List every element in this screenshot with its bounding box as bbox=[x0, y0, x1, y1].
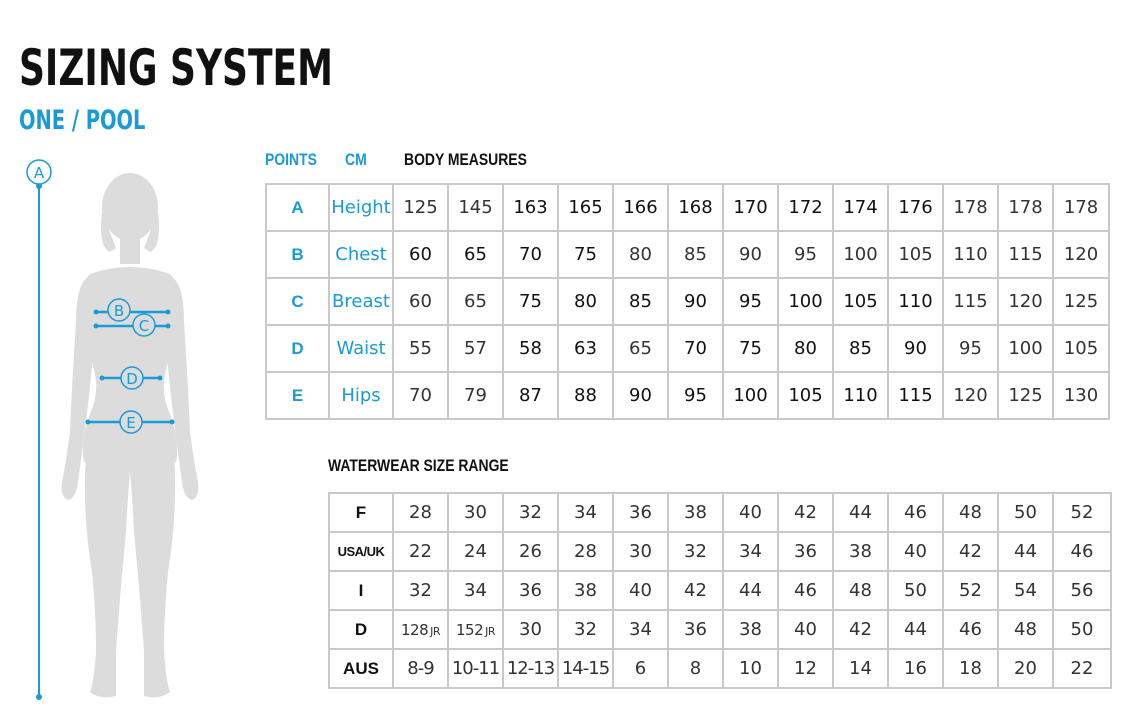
size-value-cell: 30 bbox=[503, 610, 558, 649]
size-system-label-cell: AUS bbox=[329, 649, 393, 688]
measure-value-cell: 110 bbox=[833, 372, 888, 419]
size-value-cell bbox=[448, 610, 503, 649]
size-value-cell: 56 bbox=[1053, 571, 1111, 610]
size-value-cell: 18 bbox=[943, 649, 998, 688]
size-value-cell: 44 bbox=[723, 571, 778, 610]
unit-header: CM bbox=[345, 150, 367, 169]
size-value-cell: 50 bbox=[1053, 610, 1111, 649]
page-title: SIZING SYSTEM bbox=[19, 39, 333, 97]
size-value-cell: 10-11 bbox=[448, 649, 503, 688]
size-value-cell: 46 bbox=[943, 610, 998, 649]
junior-size-value: 128 bbox=[400, 621, 429, 639]
body-silhouette bbox=[62, 173, 199, 697]
size-value-cell: 46 bbox=[1053, 532, 1111, 571]
size-value-cell: 32 bbox=[558, 610, 613, 649]
measure-value-cell: 100 bbox=[833, 231, 888, 278]
point-cell: D bbox=[266, 325, 329, 372]
measure-value-cell: 80 bbox=[613, 231, 668, 278]
size-value-cell: 38 bbox=[833, 532, 888, 571]
body-measures-table bbox=[265, 183, 1110, 420]
body-measures-row bbox=[266, 184, 1109, 231]
size-value-cell: 28 bbox=[393, 493, 448, 532]
size-range-row bbox=[329, 610, 1111, 649]
measure-value-cell: 178 bbox=[1053, 184, 1109, 231]
measure-value-cell: 75 bbox=[723, 325, 778, 372]
measure-value-cell: 85 bbox=[668, 231, 723, 278]
size-value-cell: 38 bbox=[558, 571, 613, 610]
size-value-cell: 48 bbox=[998, 610, 1053, 649]
measure-value-cell: 95 bbox=[668, 372, 723, 419]
size-value-cell: 44 bbox=[888, 610, 943, 649]
size-value-cell: 38 bbox=[723, 610, 778, 649]
measure-value-cell: 55 bbox=[393, 325, 448, 372]
measure-value-cell: 125 bbox=[393, 184, 448, 231]
size-system-label-cell: USA/UK bbox=[329, 532, 393, 571]
measure-value-cell: 65 bbox=[613, 325, 668, 372]
measure-value-cell: 120 bbox=[943, 372, 998, 419]
size-range-row bbox=[329, 571, 1111, 610]
size-value-cell: 12-13 bbox=[503, 649, 558, 688]
measure-value-cell: 166 bbox=[613, 184, 668, 231]
point-cell: A bbox=[266, 184, 329, 231]
measure-value-cell: 115 bbox=[998, 231, 1053, 278]
point-c-label: C bbox=[138, 317, 150, 335]
measure-value-cell: 95 bbox=[943, 325, 998, 372]
measure-value-cell: 120 bbox=[998, 278, 1053, 325]
size-value-cell: 44 bbox=[998, 532, 1053, 571]
size-value-cell: 14-15 bbox=[558, 649, 613, 688]
measure-value-cell: 65 bbox=[448, 231, 503, 278]
measure-value-cell: 95 bbox=[723, 278, 778, 325]
size-value-cell: 40 bbox=[888, 532, 943, 571]
measure-value-cell: 168 bbox=[668, 184, 723, 231]
size-value-cell: 28 bbox=[558, 532, 613, 571]
point-cell: B bbox=[266, 231, 329, 278]
size-value-cell: 40 bbox=[723, 493, 778, 532]
size-value-cell: 52 bbox=[943, 571, 998, 610]
measure-value-cell: 57 bbox=[448, 325, 503, 372]
measure-label-cell: Chest bbox=[329, 231, 393, 278]
measure-value-cell: 170 bbox=[723, 184, 778, 231]
measure-value-cell: 75 bbox=[503, 278, 558, 325]
size-value-cell: 8-9 bbox=[393, 649, 448, 688]
measure-value-cell: 90 bbox=[723, 231, 778, 278]
measure-value-cell: 80 bbox=[558, 278, 613, 325]
junior-size-value: 152 bbox=[455, 621, 484, 639]
size-value-cell: 10 bbox=[723, 649, 778, 688]
size-value-cell: 54 bbox=[998, 571, 1053, 610]
measure-value-cell: 90 bbox=[668, 278, 723, 325]
point-cell: C bbox=[266, 278, 329, 325]
size-value-cell: 30 bbox=[613, 532, 668, 571]
measure-label-cell: Height bbox=[329, 184, 393, 231]
size-range-row bbox=[329, 649, 1111, 688]
height-indicator bbox=[27, 160, 51, 700]
size-value-cell: 16 bbox=[888, 649, 943, 688]
measure-value-cell: 90 bbox=[888, 325, 943, 372]
size-value-cell bbox=[393, 610, 448, 649]
body-measures-row bbox=[266, 325, 1109, 372]
measure-value-cell: 58 bbox=[503, 325, 558, 372]
measure-value-cell: 176 bbox=[888, 184, 943, 231]
measure-value-cell: 115 bbox=[888, 372, 943, 419]
body-measures-row bbox=[266, 278, 1109, 325]
measure-value-cell: 105 bbox=[888, 231, 943, 278]
measure-value-cell: 125 bbox=[998, 372, 1053, 419]
size-value-cell: 14 bbox=[833, 649, 888, 688]
size-value-cell: 40 bbox=[778, 610, 833, 649]
measure-label-cell: Breast bbox=[329, 278, 393, 325]
measure-value-cell: 100 bbox=[998, 325, 1053, 372]
measure-value-cell: 115 bbox=[943, 278, 998, 325]
size-value-cell: 22 bbox=[393, 532, 448, 571]
size-range-row bbox=[329, 532, 1111, 571]
point-cell: E bbox=[266, 372, 329, 419]
page-subtitle: ONE / POOL bbox=[19, 105, 146, 136]
size-value-cell: 46 bbox=[888, 493, 943, 532]
size-value-cell: 44 bbox=[833, 493, 888, 532]
size-value-cell: 24 bbox=[448, 532, 503, 571]
measure-value-cell: 125 bbox=[1053, 278, 1109, 325]
measure-value-cell: 87 bbox=[503, 372, 558, 419]
size-value-cell: 32 bbox=[668, 532, 723, 571]
measure-value-cell: 85 bbox=[613, 278, 668, 325]
size-value-cell: 36 bbox=[503, 571, 558, 610]
measure-value-cell: 65 bbox=[448, 278, 503, 325]
size-system-label-cell: F bbox=[329, 493, 393, 532]
size-value-cell: 46 bbox=[778, 571, 833, 610]
measure-value-cell: 79 bbox=[448, 372, 503, 419]
measure-value-cell: 105 bbox=[778, 372, 833, 419]
measure-value-cell: 75 bbox=[558, 231, 613, 278]
measure-value-cell: 172 bbox=[778, 184, 833, 231]
point-e-label: E bbox=[126, 414, 136, 432]
size-value-cell: 38 bbox=[668, 493, 723, 532]
size-value-cell: 42 bbox=[668, 571, 723, 610]
size-value-cell: 34 bbox=[448, 571, 503, 610]
junior-suffix: JR bbox=[430, 625, 441, 638]
size-value-cell: 42 bbox=[778, 493, 833, 532]
size-value-cell: 34 bbox=[558, 493, 613, 532]
size-value-cell: 30 bbox=[448, 493, 503, 532]
measure-value-cell: 110 bbox=[888, 278, 943, 325]
size-value-cell: 22 bbox=[1053, 649, 1111, 688]
measure-value-cell: 145 bbox=[448, 184, 503, 231]
size-value-cell: 34 bbox=[613, 610, 668, 649]
waterwear-title: WATERWEAR SIZE RANGE bbox=[328, 456, 509, 475]
measure-value-cell: 85 bbox=[833, 325, 888, 372]
measure-value-cell: 105 bbox=[833, 278, 888, 325]
size-system-label-cell: D bbox=[329, 610, 393, 649]
measure-value-cell: 178 bbox=[943, 184, 998, 231]
measure-label-cell: Waist bbox=[329, 325, 393, 372]
measure-value-cell: 95 bbox=[778, 231, 833, 278]
measure-value-cell: 105 bbox=[1053, 325, 1109, 372]
measure-value-cell: 120 bbox=[1053, 231, 1109, 278]
body-measures-row bbox=[266, 231, 1109, 278]
size-value-cell: 8 bbox=[668, 649, 723, 688]
size-value-cell: 42 bbox=[943, 532, 998, 571]
size-value-cell: 50 bbox=[998, 493, 1053, 532]
measure-value-cell: 90 bbox=[613, 372, 668, 419]
size-value-cell: 42 bbox=[833, 610, 888, 649]
size-value-cell: 34 bbox=[723, 532, 778, 571]
measure-value-cell: 163 bbox=[503, 184, 558, 231]
size-value-cell: 36 bbox=[778, 532, 833, 571]
size-value-cell: 12 bbox=[778, 649, 833, 688]
measure-value-cell: 88 bbox=[558, 372, 613, 419]
point-b-label: B bbox=[113, 302, 125, 320]
body-measures-header: BODY MEASURES bbox=[404, 150, 527, 169]
measure-value-cell: 63 bbox=[558, 325, 613, 372]
measure-value-cell: 70 bbox=[668, 325, 723, 372]
measure-value-cell: 70 bbox=[393, 372, 448, 419]
waterwear-size-table bbox=[328, 492, 1112, 689]
size-value-cell: 52 bbox=[1053, 493, 1111, 532]
size-value-cell: 36 bbox=[668, 610, 723, 649]
junior-suffix: JR bbox=[485, 625, 496, 638]
measure-value-cell: 110 bbox=[943, 231, 998, 278]
size-value-cell: 48 bbox=[833, 571, 888, 610]
measure-value-cell: 60 bbox=[393, 278, 448, 325]
size-value-cell: 26 bbox=[503, 532, 558, 571]
point-a-label: A bbox=[33, 164, 45, 182]
measure-value-cell: 100 bbox=[723, 372, 778, 419]
points-header: POINTS bbox=[265, 150, 317, 169]
size-value-cell: 32 bbox=[393, 571, 448, 610]
measure-label-cell: Hips bbox=[329, 372, 393, 419]
size-value-cell: 32 bbox=[503, 493, 558, 532]
size-range-row bbox=[329, 493, 1111, 532]
size-value-cell: 50 bbox=[888, 571, 943, 610]
point-d-label: D bbox=[126, 370, 138, 388]
size-value-cell: 40 bbox=[613, 571, 668, 610]
body-figure bbox=[20, 152, 240, 712]
size-system-label-cell: I bbox=[329, 571, 393, 610]
measure-value-cell: 100 bbox=[778, 278, 833, 325]
measure-value-cell: 70 bbox=[503, 231, 558, 278]
size-value-cell: 48 bbox=[943, 493, 998, 532]
measure-value-cell: 178 bbox=[998, 184, 1053, 231]
measure-value-cell: 165 bbox=[558, 184, 613, 231]
measure-value-cell: 130 bbox=[1053, 372, 1109, 419]
body-measures-row bbox=[266, 372, 1109, 419]
size-value-cell: 20 bbox=[998, 649, 1053, 688]
measure-value-cell: 174 bbox=[833, 184, 888, 231]
size-value-cell: 6 bbox=[613, 649, 668, 688]
measure-value-cell: 60 bbox=[393, 231, 448, 278]
measure-value-cell: 80 bbox=[778, 325, 833, 372]
size-value-cell: 36 bbox=[613, 493, 668, 532]
